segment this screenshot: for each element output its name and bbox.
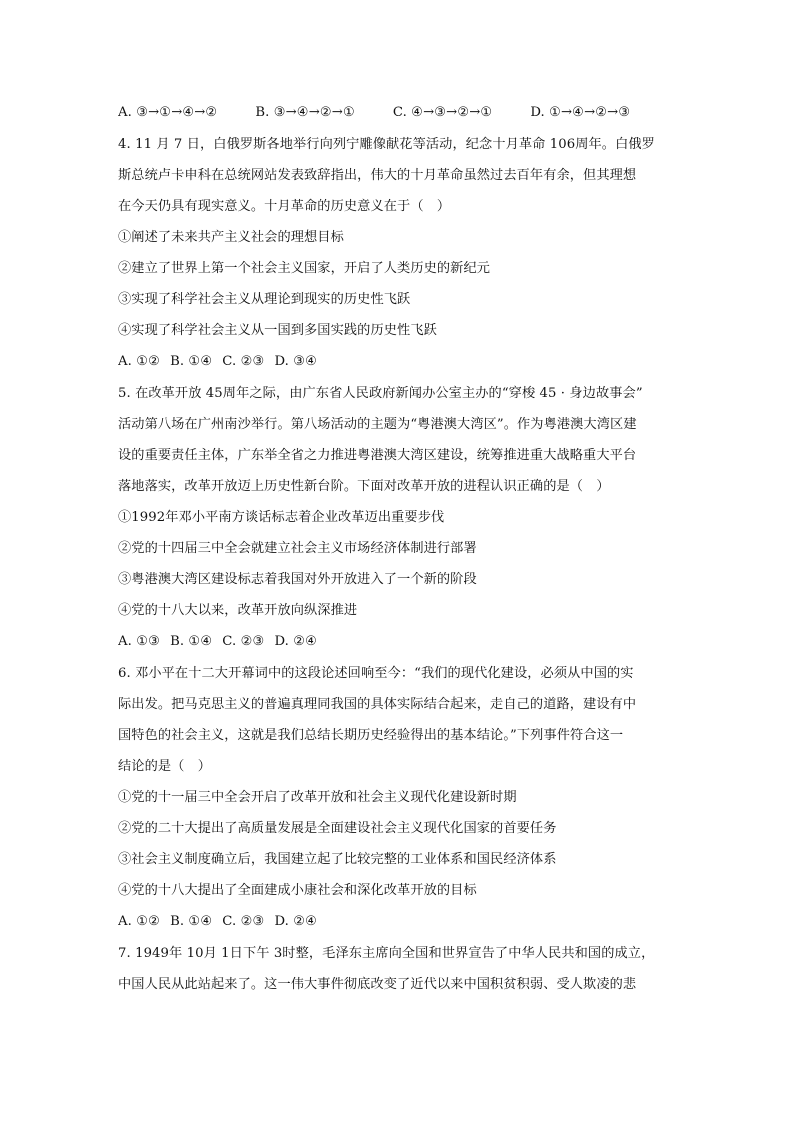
q6-option-d: D. ②④ xyxy=(274,914,318,929)
q5-item-1: ①1992年邓小平南方谈话标志着企业改革迈出重要步伐 xyxy=(118,510,445,525)
q3-option-c: C. ④→③→②→① xyxy=(392,105,493,120)
q3-options xyxy=(118,103,680,123)
q6-item-3: ③社会主义制度确立后，我国建立起了比较完整的工业体系和国民经济体系 xyxy=(118,852,557,867)
q6-stem-line-3: 国特色的社会主义，这就是我们总结长期历史经验得出的基本结论。”下列事件符合这一 xyxy=(118,728,624,743)
q6-options xyxy=(118,912,680,932)
q5-option-d: D. ②④ xyxy=(274,634,318,649)
q5-item-2: ②党的十四届三中全会就建立社会主义市场经济体制进行部署 xyxy=(118,541,477,556)
q5-stem-line-4: 落地落实，改革开放迈上历史性新台阶。下面对改革开放的进程认识正确的是（ ） xyxy=(118,479,610,494)
q6-item-4: ④党的十八大提出了全面建成小康社会和深化改革开放的目标 xyxy=(118,883,477,898)
q5-stem-line-2: 活动第八场在广州南沙举行。第八场活动的主题为“粤港澳大湾区”。作为粤港澳大湾区建 xyxy=(118,417,637,432)
q5-options xyxy=(118,632,680,652)
q6-item-1: ①党的十一届三中全会开启了改革开放和社会主义现代化建设新时期 xyxy=(118,790,517,805)
q6-option-a: A. ①② xyxy=(118,914,161,929)
q6-stem-line-4: 结论的是（ ） xyxy=(118,759,212,774)
q4-option-a: A. ①② xyxy=(118,354,161,369)
q7-stem-line-1: 7. 1949年 10月 1日下午 3时整，毛泽东主席向全国和世界宣告了中华人民共和国的成立， xyxy=(118,946,655,961)
q4-option-b: B. ①④ xyxy=(170,354,213,369)
q5-stem-line-3: 设的重要责任主体，广东举全省之力推进粤港澳大湾区建设，统筹推进重大战略重大平台 xyxy=(118,448,637,463)
q5-option-b: B. ①④ xyxy=(170,634,213,649)
q4-stem-line-3: 在今天仍具有现实意义。十月革命的历史意义在于（ ） xyxy=(118,199,451,214)
q5-stem-line-1: 5. 在改革开放 45周年之际，由广东省人民政府新闻办公室主办的“穿梭 45 · 身边故事会” xyxy=(118,386,643,401)
q4-option-c: C. ②③ xyxy=(222,354,265,369)
q5-item-4: ④党的十八大以来，改革开放向纵深推进 xyxy=(118,603,358,618)
q6-option-c: C. ②③ xyxy=(222,914,265,929)
q4-item-3: ③实现了科学社会主义从理论到现实的历史性飞跃 xyxy=(118,292,411,307)
q3-option-a: A. ③→①→④→② xyxy=(118,105,218,120)
q7-stem-line-2: 中国人民从此站起来了。这一伟大事件彻底改变了近代以来中国积贫积弱、受人欺凌的悲 xyxy=(118,977,637,992)
q4-item-2: ②建立了世界上第一个社会主义国家，开启了人类历史的新纪元 xyxy=(118,261,491,276)
q4-stem-line-2: 斯总统卢卡申科在总统网站发表致辞指出，伟大的十月革命虽然过去百年有余，但其理想 xyxy=(118,168,637,183)
q3-option-d: D. ①→④→②→③ xyxy=(530,105,631,120)
q4-item-1: ①阐述了未来共产主义社会的理想目标 xyxy=(118,230,344,245)
q6-stem-line-1: 6. 邓小平在十二大开幕词中的这段论述回响至今：“我们的现代化建设，必须从中国的实 xyxy=(118,666,634,681)
q4-option-d: D. ③④ xyxy=(274,354,318,369)
q3-option-b: B. ③→④→②→① xyxy=(255,105,355,120)
q5-option-a: A. ①③ xyxy=(118,634,161,649)
q5-option-c: C. ②③ xyxy=(222,634,265,649)
q4-stem-line-1: 4. 11 月 7 日，白俄罗斯各地举行向列宁雕像献花等活动，纪念十月革命 106周年。白俄罗 xyxy=(118,137,655,152)
q6-item-2: ②党的二十大提出了高质量发展是全面建设社会主义现代化国家的首要任务 xyxy=(118,821,557,836)
q4-item-4: ④实现了科学社会主义从一国到多国实践的历史性飞跃 xyxy=(118,323,437,338)
q6-option-b: B. ①④ xyxy=(170,914,213,929)
q6-stem-line-2: 际出发。把马克思主义的普遍真理同我国的具体实际结合起来，走自己的道路，建设有中 xyxy=(118,697,637,712)
q4-options xyxy=(118,352,680,372)
q5-item-3: ③粤港澳大湾区建设标志着我国对外开放进入了一个新的阶段 xyxy=(118,572,477,587)
